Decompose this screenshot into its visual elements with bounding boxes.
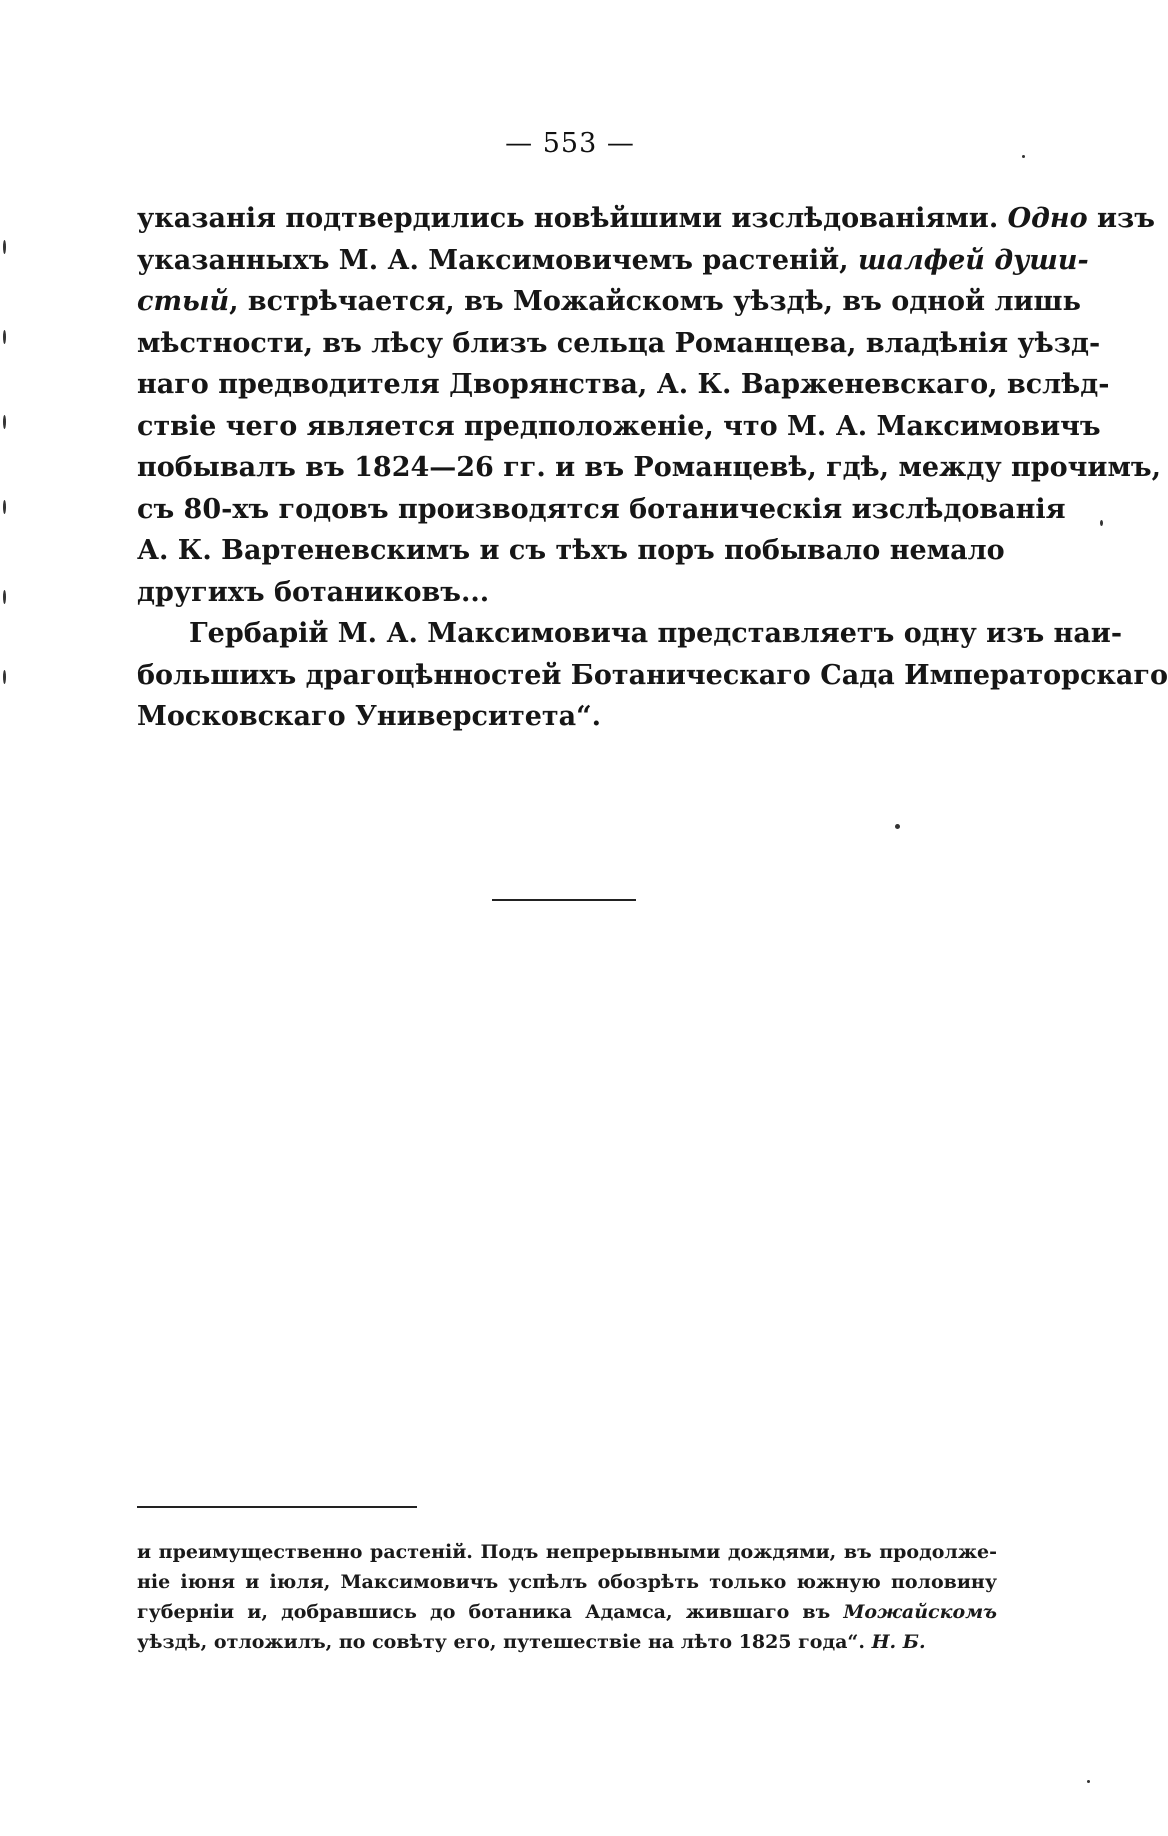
text-line: большихъ драгоцѣнностей Ботаническаго Сада Императорскаго (137, 659, 1168, 691)
footnote-line: уѣздѣ, отложилъ, по совѣту его, путешествіе на лѣто 1825 года“. Н. Б. (137, 1631, 926, 1653)
scan-speck (1100, 520, 1103, 526)
scan-speck (3, 670, 6, 684)
scan-speck (3, 415, 6, 429)
scan-speck (3, 240, 6, 254)
section-divider (492, 899, 636, 901)
footnote-divider (137, 1506, 417, 1508)
text-line: Гербарій М. А. Максимовича представляетъ одну изъ наи- (189, 618, 1123, 649)
text-line: стый, встрѣчается, въ Можайскомъ уѣздѣ, въ одной лишь (137, 286, 1081, 317)
footnote-line: ніе іюня и іюля, Максимовичъ успѣлъ обозрѣть только южную половину (137, 1571, 997, 1593)
paragraph-2 (137, 613, 1168, 738)
text-line: указанія подтвердились новѣйшими изслѣдованіями. Одно изъ (137, 203, 1155, 234)
text-line: мѣстности, въ лѣсу близъ сельца Романцева, владѣнія уѣзд- (137, 327, 1101, 359)
text-line: указанныхъ М. А. Максимовичемъ растеній, шалфей души- (137, 244, 1089, 276)
scan-speck (3, 590, 6, 604)
footnote (137, 1537, 997, 1657)
text-line: наго предводителя Дворянства, А. К. Варженевскаго, вслѣд- (137, 369, 1110, 400)
scan-speck (3, 330, 6, 344)
scan-speck (1087, 1780, 1090, 1783)
text-line: А. К. Вартеневскимъ и съ тѣхъ поръ побывало немало (137, 535, 1005, 566)
footnote-line: и преимущественно растеній. Подъ непрерывными дождями, въ продолже- (137, 1541, 997, 1563)
text-line: ствіе чего является предположеніе, что М. А. Максимовичъ (137, 410, 1101, 442)
page-number: — 553 — (505, 128, 635, 159)
text-line: Московскаго Университета“. (137, 701, 602, 732)
paragraph-1 (137, 198, 1162, 613)
text-line: побывалъ въ 1824—26 гг. и въ Романцевѣ, гдѣ, между прочимъ, (137, 452, 1162, 483)
scan-speck (1022, 155, 1025, 158)
scan-speck (895, 824, 900, 829)
text-line: съ 80-хъ годовъ производятся ботаническія изслѣдованія (137, 493, 1066, 525)
main-text (137, 198, 1168, 738)
scan-speck (3, 500, 6, 514)
text-line: другихъ ботаниковъ... (137, 576, 490, 608)
footnote-line: губерніи и, добравшись до ботаника Адамса, жившаго въ Можайскомъ (137, 1601, 997, 1623)
